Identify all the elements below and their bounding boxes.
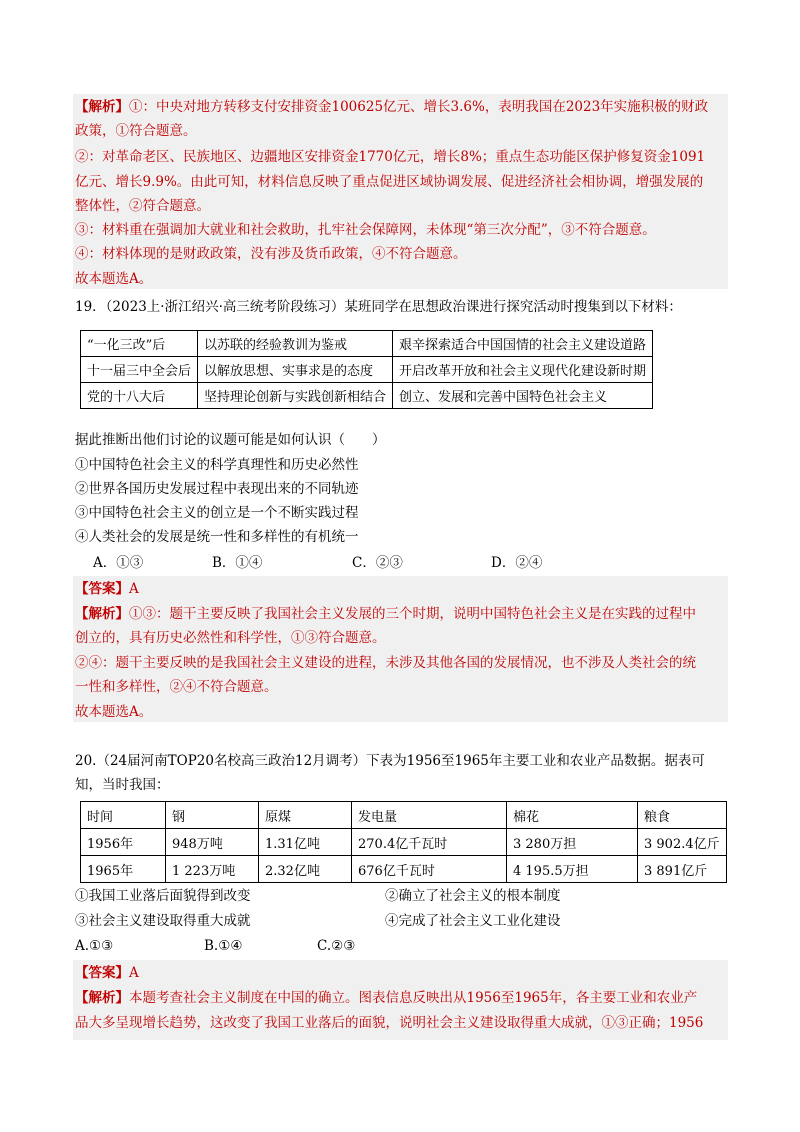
table-cell: 4 195.5万担: [507, 856, 638, 883]
table-cell: 1 223万吨: [166, 856, 259, 883]
table-cell: 以解放思想、实事求是的态度: [198, 357, 393, 383]
table-cell: 党的十八大后: [81, 383, 198, 409]
q20-stem-line-1: 20.（24届河南TOP20名校高三政治12月调考）下表为1956至1965年主要工业和农业产品数据。据表可: [75, 753, 705, 769]
q19-option-3: ③中国特色社会主义的创立是一个不断实践过程: [75, 505, 359, 521]
q20-analysis-line-2: 品大多呈现增长趋势，这改变了我国工业落后的面貌，说明社会主义建设取得重大成就，①③正确；1956: [75, 1015, 704, 1031]
q19-choice-c: C．②③: [352, 555, 403, 571]
table-cell: 十一届三中全会后: [81, 357, 198, 383]
table-row: [81, 331, 653, 357]
q20-stem-line-2: 知，当时我国：: [75, 777, 170, 793]
table-header-cell: 时间: [81, 802, 166, 829]
table-cell: 676亿千瓦时: [352, 856, 507, 883]
q18-analysis-line-2: 政策，①符合题意。: [75, 123, 197, 139]
table-cell: 1965年: [81, 856, 166, 883]
table-header-cell: 钢: [166, 802, 259, 829]
table-header-row: [81, 802, 727, 829]
q19-analysis-line-4: 一性和多样性，②④不符合题意。: [75, 679, 278, 695]
table-row: [81, 383, 653, 409]
table-cell: 创立、发展和完善中国特色社会主义: [393, 383, 653, 409]
q19-question: 据此推断出他们讨论的议题可能是如何认识（ ）: [75, 432, 386, 448]
q20-choice-b: B.①④: [204, 938, 243, 954]
q19-analysis-line-3: ②④：题干主要反映的是我国社会主义建设的进程，未涉及其他各国的发展情况，也不涉及人类社会的统: [75, 655, 696, 671]
table-cell: 开启改革开放和社会主义现代化建设新时期: [393, 357, 653, 383]
q19-answer: 【答案】A: [75, 581, 139, 597]
q18-analysis-line-5: 整体性，②符合题意。: [75, 198, 210, 214]
q20-choice-c: C.②③: [317, 938, 356, 954]
q19-choice-b: B．①④: [212, 555, 263, 571]
q19-option-4: ④人类社会的发展是统一性和多样性的有机统一: [75, 529, 359, 545]
q19-conclusion: 故本题选A。: [75, 704, 153, 720]
q19-option-2: ②世界各国历史发展过程中表现出来的不同轨迹: [75, 481, 359, 497]
table-cell: 1.31亿吨: [259, 829, 352, 856]
q19-stem: 19．（2023上·浙江绍兴·高三统考阶段练习）某班同学在思想政治课进行探究活动时搜集到以下材料：: [75, 299, 682, 315]
q18-analysis-label: 【解析】: [75, 99, 129, 115]
table-cell: 1956年: [81, 829, 166, 856]
q19-choice-d: D．②④: [491, 555, 543, 571]
table-row: [81, 829, 727, 856]
q19-analysis-line-2: 创立的，具有历史必然性和科学性，①③符合题意。: [75, 630, 386, 646]
q20-option-2: ②确立了社会主义的根本制度: [385, 888, 561, 904]
table-row: [81, 856, 727, 883]
table-cell: 3 902.4亿斤: [638, 829, 727, 856]
table-cell: 以苏联的经验教训为鉴戒: [198, 331, 393, 357]
table-cell: “一化三改”后: [81, 331, 198, 357]
q20-data-table: [80, 801, 727, 883]
q20-analysis-line-1: 【解析】本题考查社会主义制度在中国的确立。图表信息反映出从1956至1965年，各主要工业和农业产: [75, 990, 698, 1006]
q20-option-4: ④完成了社会主义工业化建设: [385, 913, 561, 929]
q19-answer-box: [73, 576, 728, 722]
table-header-cell: 粮食: [638, 802, 727, 829]
q18-analysis-line-7: ④：材料体现的是财政政策，没有涉及货币政策，④不符合题意。: [75, 246, 467, 262]
q19-analysis-line-1: 【解析】①③：题干主要反映了我国社会主义发展的三个时期，说明中国特色社会主义是在实践的过程中: [75, 606, 696, 622]
q19-choice-a: A．①③: [93, 555, 144, 571]
q18-analysis-line-6: ③：材料重在强调加大就业和社会救助，扎牢社会保障网，未体现“第三次分配”，③不符合题意。: [75, 222, 656, 238]
q20-option-3: ③社会主义建设取得重大成就: [75, 913, 251, 929]
q18-analysis-line-1: 【解析】①：中央对地方转移支付安排资金100625亿元、增长3.6%，表明我国在2023年实施积极的财政: [75, 99, 709, 115]
table-cell: 3 280万担: [507, 829, 638, 856]
table-cell: 948万吨: [166, 829, 259, 856]
q18-analysis-line-3: ②：对革命老区、民族地区、边疆地区安排资金1770亿元，增长8%；重点生态功能区保护修复资金1091: [75, 149, 706, 165]
table-cell: 坚持理论创新与实践创新相结合: [198, 383, 393, 409]
table-header-cell: 棉花: [507, 802, 638, 829]
table-cell: 2.32亿吨: [259, 856, 352, 883]
q19-material-table: [80, 330, 653, 409]
table-header-cell: 原煤: [259, 802, 352, 829]
table-header-cell: 发电量: [352, 802, 507, 829]
q19-option-1: ①中国特色社会主义的科学真理性和历史必然性: [75, 457, 359, 473]
q18-conclusion: 故本题选A。: [75, 271, 153, 287]
table-cell: 270.4亿千瓦时: [352, 829, 507, 856]
q20-choice-a: A.①③: [75, 938, 114, 954]
table-cell: 艰辛探索适合中国国情的社会主义建设道路: [393, 331, 653, 357]
q20-answer: 【答案】A: [75, 965, 139, 981]
q20-option-1: ①我国工业落后面貌得到改变: [75, 888, 251, 904]
table-row: [81, 357, 653, 383]
table-cell: 3 891亿斤: [638, 856, 727, 883]
q18-analysis-line-4: 亿元、增长9.9%。由此可知，材料信息反映了重点促进区域协调发展、促进经济社会相协调，增强发展的: [75, 174, 704, 190]
